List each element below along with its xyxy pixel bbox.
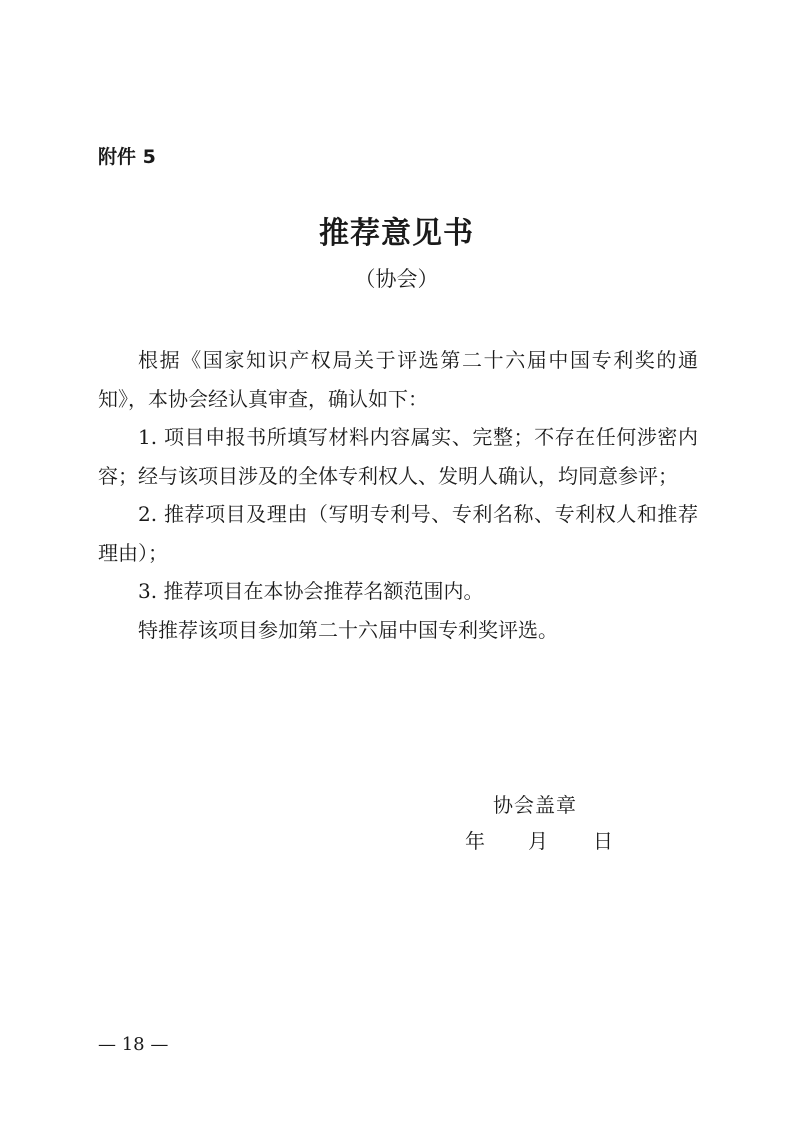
date-year-label: 年 bbox=[465, 829, 485, 853]
attachment-label: 附件 5 bbox=[98, 146, 156, 168]
body-paragraph: 特推荐该项目参加第二十六届中国专利奖评选。 bbox=[138, 617, 558, 642]
association-seal-label: 协会盖章 bbox=[493, 793, 577, 817]
date-day-label: 日 bbox=[593, 829, 613, 853]
document-title: 推荐意见书 bbox=[319, 216, 474, 251]
body-paragraph: 根据《国家知识产权局关于评选第二十六届中国专利奖的通知》，本协会经认真审查，确认如下： bbox=[98, 348, 698, 411]
body-paragraph: 1. 项目申报书所填写材料内容属实、完整；不存在任何涉密内容；经与该项目涉及的全体专利权人、发明人确认，均同意参评； bbox=[98, 425, 698, 488]
body-paragraph: 3. 推荐项目在本协会推荐名额范围内。 bbox=[138, 579, 484, 603]
body-paragraph: 2. 推荐项目及理由（写明专利号、专利名称、专利权人和推荐理由）； bbox=[98, 502, 698, 565]
document-body bbox=[98, 341, 698, 649]
document-subtitle: （协会） bbox=[354, 267, 439, 291]
page-number: — 18 — bbox=[98, 1034, 169, 1055]
date-month-label: 月 bbox=[528, 829, 548, 853]
